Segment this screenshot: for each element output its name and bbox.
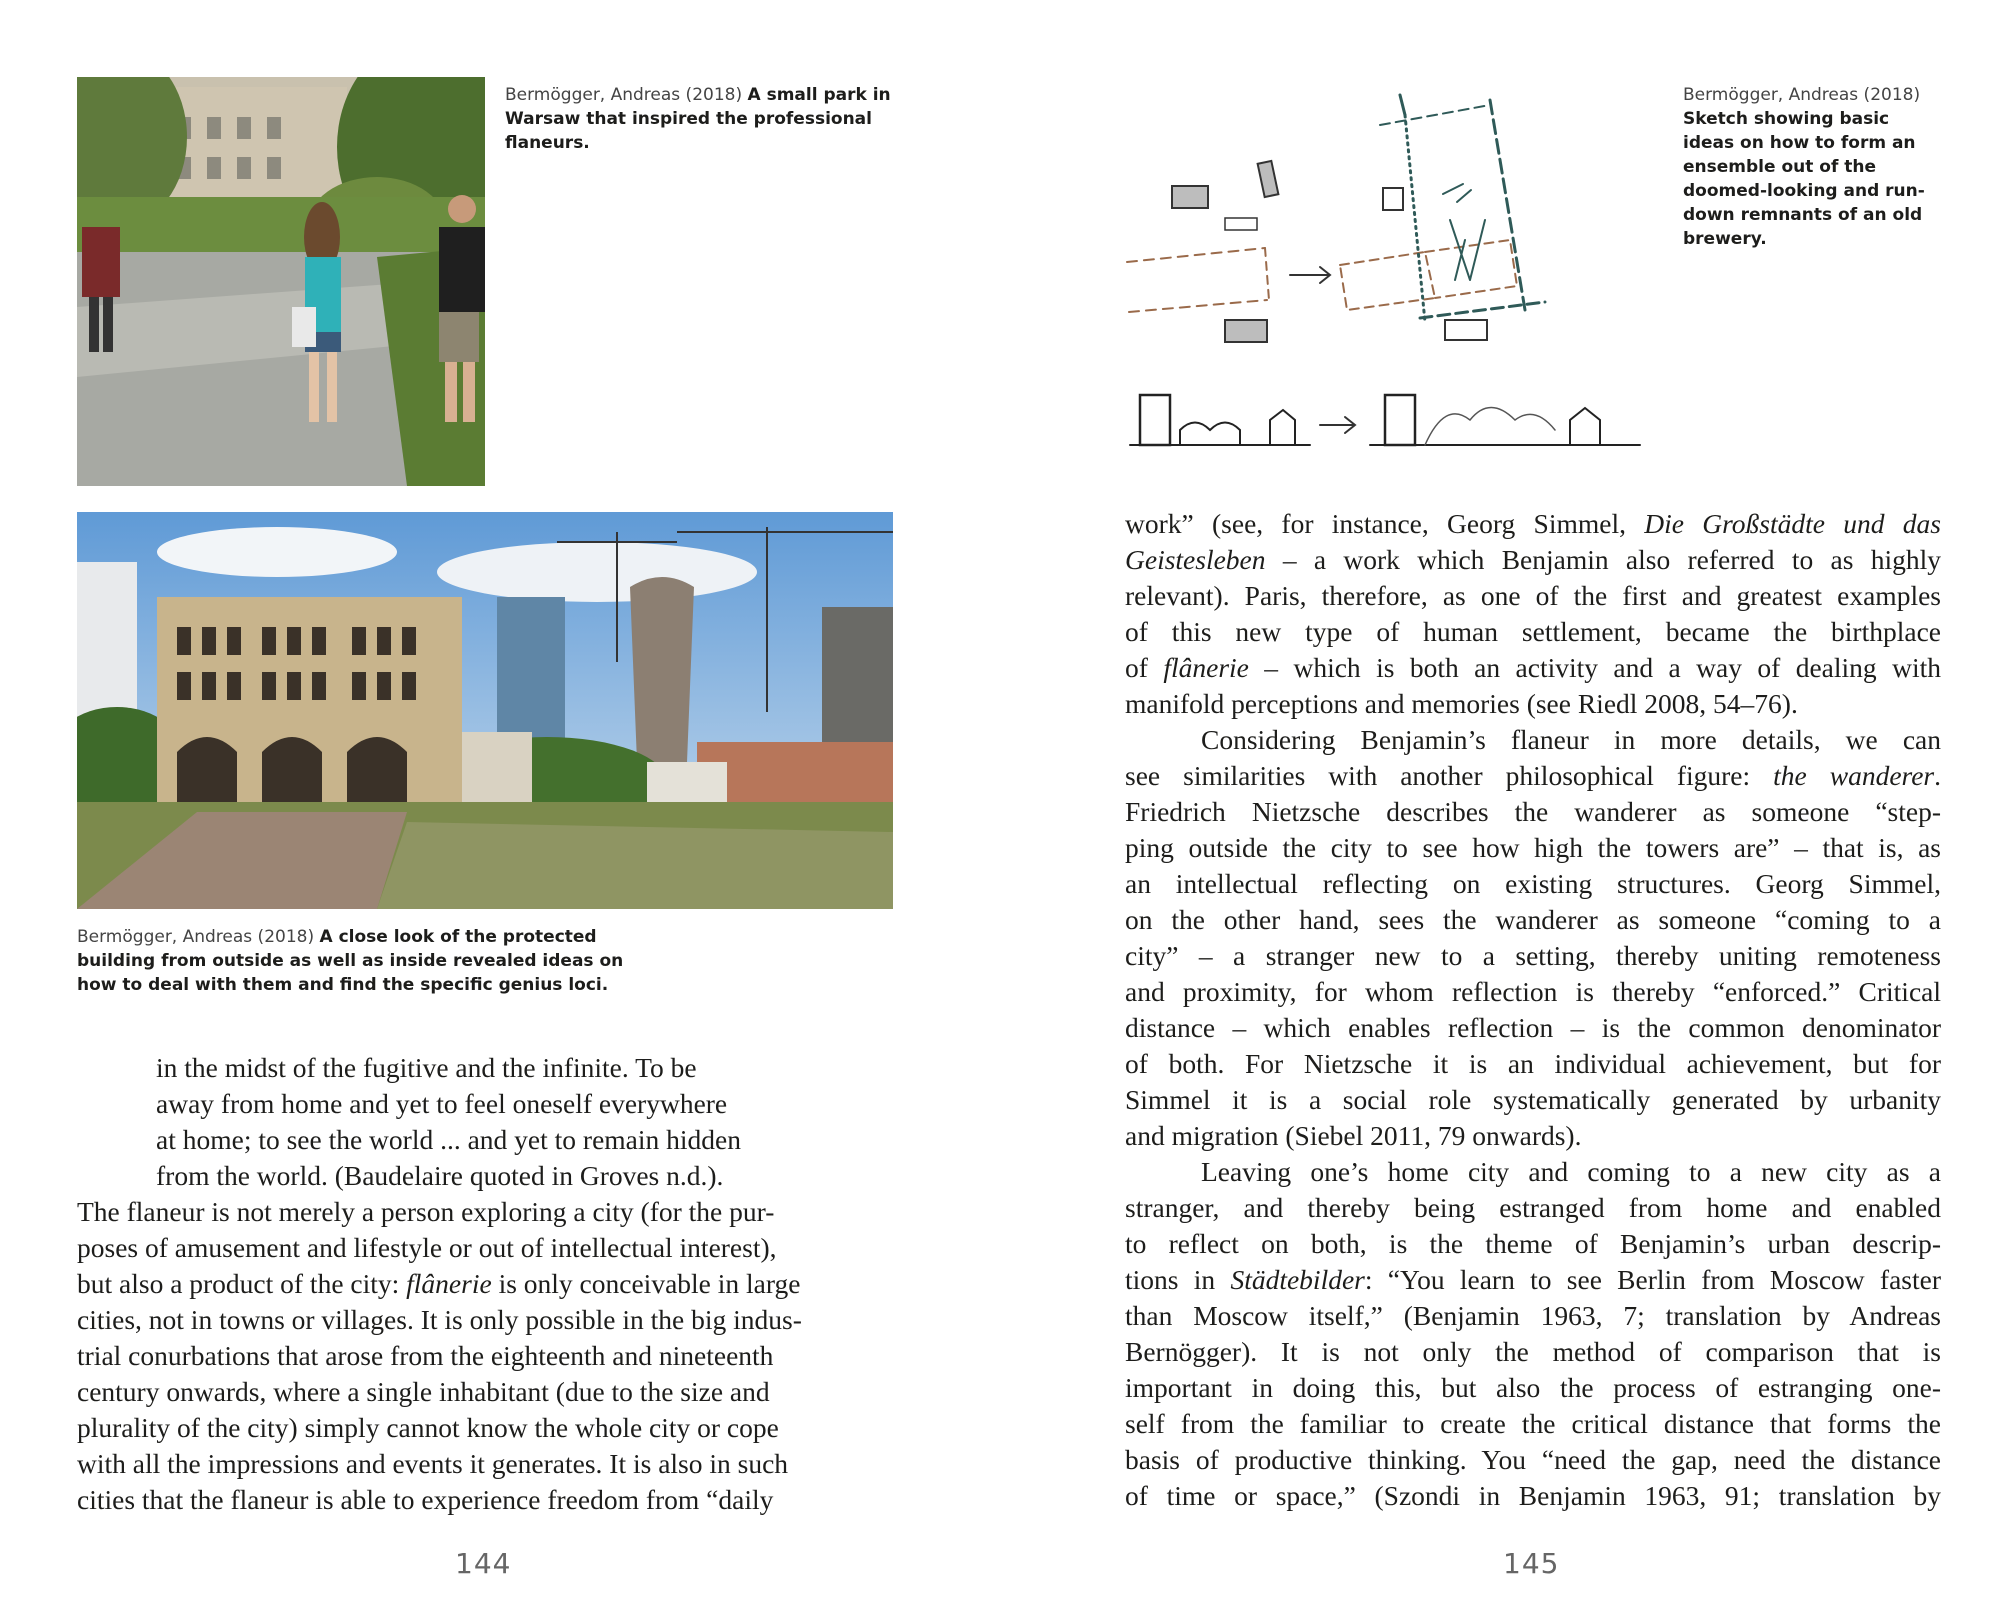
text-line xyxy=(77,1266,893,1302)
text-run: The flaneur is not merely a person exploring a city (for the pur- xyxy=(77,1196,775,1227)
text-run: Leaving one’s home city and coming to a new city as a xyxy=(1201,1156,1941,1187)
text-line xyxy=(1125,1082,1941,1118)
text-line xyxy=(1125,938,1941,974)
text-run: Friedrich Nietzsche describes the wanderer as someone “step- xyxy=(1125,796,1941,827)
text-line xyxy=(77,1410,893,1446)
text-run: Considering Benjamin’s flaneur in more details, we can xyxy=(1201,724,1941,755)
text-run: than Moscow itself,” (Benjamin 1963, 7; translation by Andreas xyxy=(1125,1300,1941,1331)
text-line xyxy=(1125,974,1941,1010)
text-line xyxy=(1125,866,1941,902)
text-run: stranger, and thereby being estranged from home and enabled xyxy=(1125,1192,1941,1223)
italic-term: the wanderer xyxy=(1773,760,1935,791)
text-run: of xyxy=(1125,652,1164,683)
text-run: with all the impressions and events it generates. It is also in such xyxy=(77,1448,789,1479)
text-line xyxy=(77,1230,893,1266)
brewery-sketch xyxy=(1125,90,1645,465)
text-run: plurality of the city) simply cannot know the whole city or cope xyxy=(77,1412,779,1443)
text-run: tions in xyxy=(1125,1264,1231,1295)
text-line xyxy=(77,1194,893,1230)
sketch-caption xyxy=(1683,83,1943,251)
italic-term: Die Großstädte und das xyxy=(1644,508,1941,539)
text-run: basis of productive thinking. You “need the gap, need the distance xyxy=(1125,1444,1941,1475)
text-run: Bernögger). It is not only the method of comparison that is xyxy=(1125,1336,1941,1367)
text-line xyxy=(1125,1118,1941,1154)
text-run: : “You learn to see Berlin from Moscow faster xyxy=(1364,1264,1941,1295)
italic-term: Geistesleben xyxy=(1125,544,1266,575)
text-run: – which is both an activity and a way of dealing with xyxy=(1248,652,1941,683)
text-line xyxy=(77,1374,893,1410)
text-run: city” – a stranger new to a setting, thereby uniting remoteness xyxy=(1125,940,1941,971)
text-line xyxy=(1125,1442,1941,1478)
text-line xyxy=(77,1482,893,1518)
text-run: manifold perceptions and memories (see Riedl 2008, 54–76). xyxy=(1125,688,1798,719)
text-run: see similarities with another philosophical figure: xyxy=(1125,760,1774,791)
text-run: to reflect on both, is the theme of Benjamin’s urban descrip- xyxy=(1125,1228,1941,1259)
caption-description: Sketch showing basic ideas on how to form an ensemble out of the doomed-looking and run-down remnants of an old brewery. xyxy=(1683,109,1925,249)
page-number: 145 xyxy=(1503,1547,1560,1580)
quote-line: away from home and yet to feel oneself everywhere xyxy=(156,1088,728,1119)
caption-credit: Bermögger, Andreas (2018) xyxy=(1683,85,1921,105)
text-line xyxy=(1125,1334,1941,1370)
text-line xyxy=(1125,650,1941,686)
italic-term: flânerie xyxy=(1163,652,1249,683)
text-run: but also a product of the city: xyxy=(77,1268,407,1299)
text-run: cities, not in towns or villages. It is only possible in the big indus- xyxy=(77,1304,802,1335)
text-line xyxy=(1125,794,1941,830)
text-run: relevant). Paris, therefore, as one of the first and greatest examples xyxy=(1125,580,1941,611)
text-run: of this new type of human settlement, became the birthplace xyxy=(1125,616,1941,647)
text-run: Simmel it is a social role systematically generated by urbanity xyxy=(1125,1084,1941,1115)
text-run: distance – which enables reflection – is the common denominator xyxy=(1125,1012,1941,1043)
text-run: self from the familiar to create the critical distance that forms the xyxy=(1125,1408,1941,1439)
text-run: trial conurbations that arose from the eighteenth and nineteenth xyxy=(77,1340,774,1371)
text-line xyxy=(1125,1190,1941,1226)
right-page xyxy=(1000,0,2000,1616)
caption-credit: Bermögger, Andreas (2018) xyxy=(77,927,315,947)
caption-credit: Bermögger, Andreas (2018) xyxy=(505,85,743,105)
text-run: work” (see, for instance, Georg Simmel, xyxy=(1125,508,1645,539)
text-run: of time or space,” (Szondi in Benjamin 1963, 91; translation by xyxy=(1125,1480,1941,1511)
text-line xyxy=(1125,1262,1941,1298)
text-line xyxy=(1125,722,1941,758)
text-run: and proximity, for whom reflection is thereby “enforced.” Critical xyxy=(1125,976,1941,1007)
quote-line: at home; to see the world ... and yet to remain hidden xyxy=(156,1124,741,1155)
text-line xyxy=(1125,1046,1941,1082)
right-body-text xyxy=(1125,506,1941,1514)
text-line xyxy=(77,1302,893,1338)
text-line xyxy=(1125,1370,1941,1406)
caption-description: A close look of the protected building from outside as well as inside revealed ideas on how to deal with them and find the specific genius loci. xyxy=(77,927,624,995)
text-line xyxy=(1125,578,1941,614)
text-line xyxy=(1125,1406,1941,1442)
text-run: and migration (Siebel 2011, 79 onwards). xyxy=(1125,1120,1582,1151)
text-run: ping outside the city to see how high the towers are” – that is, as xyxy=(1125,832,1941,863)
quote-line: in the midst of the fugitive and the infinite. To be xyxy=(156,1052,697,1083)
building-photo xyxy=(77,512,893,909)
park-photo-caption xyxy=(505,83,905,155)
text-run: – a work which Benjamin also referred to as highly xyxy=(1265,544,1941,575)
text-run: of both. For Nietzsche it is an individual achievement, but for xyxy=(1125,1048,1941,1079)
text-run: cities that the flaneur is able to experience freedom from “daily xyxy=(77,1484,774,1515)
text-line xyxy=(1125,758,1941,794)
text-run: poses of amusement and lifestyle or out of intellectual interest), xyxy=(77,1232,777,1263)
text-run: an intellectual reflecting on existing structures. Georg Simmel, xyxy=(1125,868,1941,899)
text-line xyxy=(1125,1226,1941,1262)
park-photo xyxy=(77,77,485,486)
text-run: century onwards, where a single inhabitant (due to the size and xyxy=(77,1376,770,1407)
text-line xyxy=(1125,1478,1941,1514)
text-line xyxy=(1125,542,1941,578)
text-line xyxy=(77,1338,893,1374)
text-run: is only conceivable in large xyxy=(491,1268,801,1299)
page-number: 144 xyxy=(455,1547,512,1580)
text-line xyxy=(1125,614,1941,650)
caption-description: A small park in Warsaw that inspired the professional flaneurs. xyxy=(505,85,891,153)
text-line xyxy=(1125,1010,1941,1046)
italic-term: Städtebilder xyxy=(1230,1264,1365,1295)
text-line xyxy=(1125,1154,1941,1190)
text-run: . xyxy=(1934,760,1941,791)
text-line xyxy=(1125,1298,1941,1334)
text-line xyxy=(1125,902,1941,938)
block-quote xyxy=(156,1050,896,1194)
text-line xyxy=(1125,686,1941,722)
text-run: on the other hand, sees the wanderer as someone “coming to a xyxy=(1125,904,1941,935)
text-line xyxy=(1125,506,1941,542)
text-line xyxy=(77,1446,893,1482)
left-body-text xyxy=(77,1194,893,1518)
quote-line: from the world. (Baudelaire quoted in Groves n.d.). xyxy=(156,1160,724,1191)
text-line xyxy=(1125,830,1941,866)
italic-term: flânerie xyxy=(406,1268,492,1299)
text-run: important in doing this, but also the process of estranging one- xyxy=(1125,1372,1941,1403)
building-photo-caption xyxy=(77,925,637,997)
